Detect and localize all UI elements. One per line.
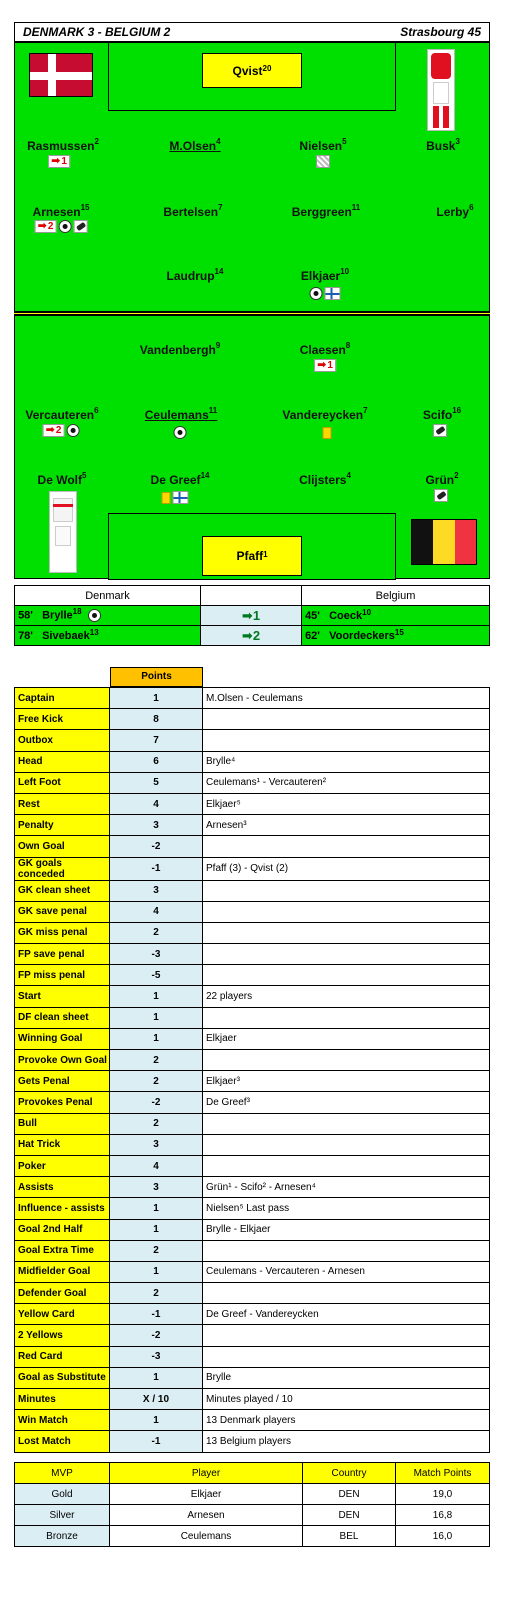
points-players: Pfaff (3) - Qvist (2): [203, 857, 490, 880]
points-players: [203, 709, 490, 730]
vandereycken-events: [323, 427, 332, 439]
mvp-player: Elkjaer: [110, 1484, 303, 1505]
points-row: [15, 1028, 490, 1049]
points-players: 22 players: [203, 986, 490, 1007]
points-row: [15, 1092, 490, 1113]
assist-boot-icon: [433, 424, 447, 437]
points-value: 2: [110, 1050, 203, 1071]
mvp-header-rank: MVP: [15, 1463, 110, 1484]
points-value: -3: [110, 944, 203, 965]
points-players: [203, 965, 490, 986]
penalty-icon: [325, 287, 341, 300]
player-clijsters: Clijsters$^4$: [299, 471, 351, 487]
points-players: Ceulemans - Vercauteren - Arnesen: [203, 1261, 490, 1282]
player-laudrup: Laudrup$^{14}$: [166, 267, 224, 283]
goal-ball-icon: [66, 424, 79, 437]
player-de-greef: De Greef$^{14}$: [150, 471, 210, 487]
belgium-kit-image: [49, 491, 77, 573]
sub-arrow-icon: ➡ 2: [43, 424, 65, 437]
points-players: 13 Belgium players: [203, 1431, 490, 1452]
mvp-rank: Bronze: [15, 1526, 110, 1547]
points-players: Elkjaer³: [203, 1071, 490, 1092]
mvp-rank: Silver: [15, 1505, 110, 1526]
points-label: GK miss penal: [15, 922, 110, 943]
sub-row-belgium-2: 62' Voordeckers$^{15}$: [302, 626, 490, 646]
points-header: Points: [110, 667, 203, 687]
points-label: Minutes: [15, 1389, 110, 1410]
pitch-denmark-half: [14, 42, 490, 312]
sub-mark-1: ➡1: [201, 606, 302, 626]
mvp-player: Arnesen: [110, 1505, 303, 1526]
gk-denmark: Qvist $^{20}$: [202, 53, 302, 88]
points-value: 1: [110, 1219, 203, 1240]
points-players: [203, 1283, 490, 1304]
points-row: [15, 688, 490, 709]
mvp-header-player: Player: [110, 1463, 303, 1484]
points-label: Win Match: [15, 1410, 110, 1431]
points-players: De Greef - Vandereycken: [203, 1304, 490, 1325]
sub-arrow-icon: ➡ 1: [314, 359, 336, 372]
points-value: 3: [110, 1177, 203, 1198]
assist-boot-icon: [434, 489, 448, 502]
points-label: Goal as Substitute: [15, 1367, 110, 1388]
grun-events: [434, 489, 448, 502]
mvp-points: 16,8: [396, 1505, 490, 1526]
points-label: Start: [15, 986, 110, 1007]
mvp-header-points: Match Points: [396, 1463, 490, 1484]
points-row: [15, 1007, 490, 1028]
points-row: [15, 836, 490, 857]
points-value: -5: [110, 965, 203, 986]
points-players: [203, 1325, 490, 1346]
points-players: Elkjaer: [203, 1028, 490, 1049]
player-arnesen: Arnesen$^{15}$: [32, 203, 90, 219]
points-label: 2 Yellows: [15, 1325, 110, 1346]
points-value: X / 10: [110, 1389, 203, 1410]
points-row: [15, 986, 490, 1007]
substitutions-table: [14, 585, 490, 646]
points-players: Arnesen³: [203, 815, 490, 836]
points-players: [203, 880, 490, 901]
yellow-card-icon: [323, 427, 332, 439]
mvp-row: [15, 1484, 490, 1505]
points-value: -2: [110, 836, 203, 857]
points-players: [203, 1113, 490, 1134]
points-players: [203, 836, 490, 857]
points-value: 1: [110, 1007, 203, 1028]
points-label: Rest: [15, 793, 110, 814]
claesen-events: [314, 359, 336, 372]
points-label: Outbox: [15, 730, 110, 751]
points-row: [15, 1283, 490, 1304]
points-row: [15, 1240, 490, 1261]
points-players: [203, 1007, 490, 1028]
points-row: [15, 815, 490, 836]
mvp-header-country: Country: [303, 1463, 396, 1484]
points-value: 2: [110, 1113, 203, 1134]
points-players: [203, 1134, 490, 1155]
points-label: FP miss penal: [15, 965, 110, 986]
points-value: -1: [110, 857, 203, 880]
mvp-country: BEL: [303, 1526, 396, 1547]
points-label: Goal 2nd Half: [15, 1219, 110, 1240]
sub-arrow-icon: ➡ 2: [35, 220, 57, 233]
yellow-card-icon: [162, 492, 171, 504]
points-row: [15, 709, 490, 730]
points-row: [15, 1113, 490, 1134]
player-vandereycken: Vandereycken$^7$: [282, 406, 368, 422]
points-label: Red Card: [15, 1346, 110, 1367]
points-value: 6: [110, 751, 203, 772]
assist-arrow-icon: ➡ 1: [48, 155, 70, 168]
points-row: [15, 1155, 490, 1176]
points-table: [14, 687, 490, 1453]
sub-row-denmark-2: 78' Sivebaek$^{13}$: [15, 626, 201, 646]
points-value: 1: [110, 986, 203, 1007]
points-value: 5: [110, 772, 203, 793]
points-value: 1: [110, 1028, 203, 1049]
points-row: [15, 1431, 490, 1452]
points-players: Nielsen⁵ Last pass: [203, 1198, 490, 1219]
rasmussen-events: [48, 155, 70, 168]
points-players: Brylle - Elkjaer: [203, 1219, 490, 1240]
points-row: [15, 901, 490, 922]
points-players: De Greef³: [203, 1092, 490, 1113]
points-value: 4: [110, 901, 203, 922]
points-value: 4: [110, 793, 203, 814]
points-label: Left Foot: [15, 772, 110, 793]
points-players: [203, 944, 490, 965]
ceulemans-events: [174, 426, 187, 439]
points-value: 1: [110, 688, 203, 709]
points-row: [15, 1346, 490, 1367]
nielsen-events: [316, 155, 330, 168]
points-players: Minutes played / 10: [203, 1389, 490, 1410]
points-value: -1: [110, 1431, 203, 1452]
player-berggreen: Berggreen$^{11}$: [291, 203, 361, 219]
belgium-flag: [411, 519, 477, 565]
player-m-olsen-captain: M.Olsen$^4$: [169, 137, 221, 153]
points-value: -2: [110, 1092, 203, 1113]
points-row: [15, 1410, 490, 1431]
points-players: M.Olsen - Ceulemans: [203, 688, 490, 709]
points-players: Elkjaer⁵: [203, 793, 490, 814]
points-row: [15, 1134, 490, 1155]
points-row: [15, 965, 490, 986]
points-value: 2: [110, 922, 203, 943]
subs-team-denmark: Denmark: [15, 586, 201, 606]
points-value: 1: [110, 1198, 203, 1219]
player-busk: Busk$^3$: [426, 137, 460, 153]
points-players: [203, 1155, 490, 1176]
points-label: GK clean sheet: [15, 880, 110, 901]
points-row: [15, 857, 490, 880]
points-value: 1: [110, 1261, 203, 1282]
points-players: Brylle: [203, 1367, 490, 1388]
points-players: [203, 901, 490, 922]
points-row: [15, 922, 490, 943]
points-label: Provokes Penal: [15, 1092, 110, 1113]
points-value: 2: [110, 1283, 203, 1304]
points-row: [15, 1050, 490, 1071]
points-label: Own Goal: [15, 836, 110, 857]
points-row: [15, 772, 490, 793]
points-row: [15, 1367, 490, 1388]
points-value: 2: [110, 1240, 203, 1261]
match-venue: Strasbourg 45: [400, 25, 481, 39]
points-label: GK save penal: [15, 901, 110, 922]
points-label: GK goals conceded: [15, 857, 110, 880]
points-label: Influence - assists: [15, 1198, 110, 1219]
subs-team-belgium: Belgium: [302, 586, 490, 606]
goal-ball-icon: [58, 220, 71, 233]
points-label: Free Kick: [15, 709, 110, 730]
points-row: [15, 944, 490, 965]
elkjaer-events: [310, 287, 341, 300]
scifo-events: [433, 424, 447, 437]
player-vandenbergh: Vandenbergh$^9$: [139, 341, 221, 357]
mvp-points: 19,0: [396, 1484, 490, 1505]
mvp-player: Ceulemans: [110, 1526, 303, 1547]
points-players: 13 Denmark players: [203, 1410, 490, 1431]
points-row: [15, 1198, 490, 1219]
points-label: Head: [15, 751, 110, 772]
points-row: [15, 793, 490, 814]
player-rasmussen: Rasmussen$^2$: [27, 137, 99, 153]
points-label: Winning Goal: [15, 1028, 110, 1049]
points-row: [15, 1325, 490, 1346]
points-value: 2: [110, 1071, 203, 1092]
player-scifo: Scifo$^{16}$: [422, 406, 462, 422]
goal-ball-icon: [310, 287, 323, 300]
player-grun: Grün$^2$: [425, 471, 459, 487]
points-players: [203, 922, 490, 943]
points-label: Captain: [15, 688, 110, 709]
player-de-wolf: De Wolf$^5$: [37, 471, 87, 487]
points-value: 3: [110, 1134, 203, 1155]
points-label: Penalty: [15, 815, 110, 836]
points-players: Brylle⁴: [203, 751, 490, 772]
sub-mark-2: ➡2: [201, 626, 302, 646]
points-label: Provoke Own Goal: [15, 1050, 110, 1071]
mvp-rank: Gold: [15, 1484, 110, 1505]
mvp-country: DEN: [303, 1484, 396, 1505]
points-label: DF clean sheet: [15, 1007, 110, 1028]
mvp-table: [14, 1462, 490, 1547]
points-players: Ceulemans¹ - Vercauteren²: [203, 772, 490, 793]
vercauteren-events: [43, 424, 80, 437]
points-row: [15, 730, 490, 751]
player-claesen: Claesen$^8$: [299, 341, 351, 357]
points-label: Poker: [15, 1155, 110, 1176]
points-players: [203, 1240, 490, 1261]
pitch-belgium-half: [14, 315, 490, 579]
points-label: Midfielder Goal: [15, 1261, 110, 1282]
points-label: Gets Penal: [15, 1071, 110, 1092]
points-value: 1: [110, 1410, 203, 1431]
points-label: Hat Trick: [15, 1134, 110, 1155]
points-row: [15, 1219, 490, 1240]
match-header: [14, 22, 490, 42]
points-row: [15, 1071, 490, 1092]
sub-row-denmark-1: 58' Brylle$^{18}$: [15, 606, 201, 626]
points-row: [15, 1261, 490, 1282]
last-pass-icon: [316, 155, 330, 168]
mvp-row: [15, 1526, 490, 1547]
points-label: Goal Extra Time: [15, 1240, 110, 1261]
points-label: Yellow Card: [15, 1304, 110, 1325]
points-label: Assists: [15, 1177, 110, 1198]
points-value: 3: [110, 815, 203, 836]
points-value: -3: [110, 1346, 203, 1367]
points-value: -2: [110, 1325, 203, 1346]
points-value: 3: [110, 880, 203, 901]
points-value: 1: [110, 1367, 203, 1388]
points-label: Bull: [15, 1113, 110, 1134]
points-row: [15, 880, 490, 901]
mvp-row: [15, 1505, 490, 1526]
penalty-icon: [173, 491, 189, 504]
points-value: 4: [110, 1155, 203, 1176]
de-greef-events: [162, 491, 189, 504]
mvp-country: DEN: [303, 1505, 396, 1526]
points-value: -1: [110, 1304, 203, 1325]
denmark-kit-image: [427, 49, 455, 131]
mvp-points: 16,0: [396, 1526, 490, 1547]
points-row: [15, 1304, 490, 1325]
match-title: DENMARK 3 - BELGIUM 2: [23, 25, 171, 39]
player-ceulemans-captain: Ceulemans$^{11}$: [144, 406, 218, 422]
points-label: Defender Goal: [15, 1283, 110, 1304]
points-value: 7: [110, 730, 203, 751]
points-row: [15, 751, 490, 772]
assist-boot-icon: [73, 220, 87, 233]
sub-row-belgium-1: 45' Coeck$^{10}$: [302, 606, 490, 626]
player-bertelsen: Bertelsen$^7$: [163, 203, 223, 219]
player-lerby: Lerby$^6$: [436, 203, 474, 219]
points-row: [15, 1389, 490, 1410]
player-vercauteren: Vercauteren$^6$: [25, 406, 99, 422]
goal-ball-icon: [174, 426, 187, 439]
player-nielsen: Nielsen$^5$: [299, 137, 347, 153]
denmark-flag: [29, 53, 93, 97]
points-players: Grün¹ - Scifo² - Arnesen⁴: [203, 1177, 490, 1198]
arnesen-events: [35, 220, 88, 233]
points-players: [203, 1346, 490, 1367]
gk-belgium: Pfaff $^1$: [202, 536, 302, 576]
points-players: [203, 1050, 490, 1071]
points-label: Lost Match: [15, 1431, 110, 1452]
points-players: [203, 730, 490, 751]
points-row: [15, 1177, 490, 1198]
points-value: 8: [110, 709, 203, 730]
points-label: FP save penal: [15, 944, 110, 965]
player-elkjaer: Elkjaer$^{10}$: [300, 267, 350, 283]
goal-ball-icon: [88, 609, 101, 622]
